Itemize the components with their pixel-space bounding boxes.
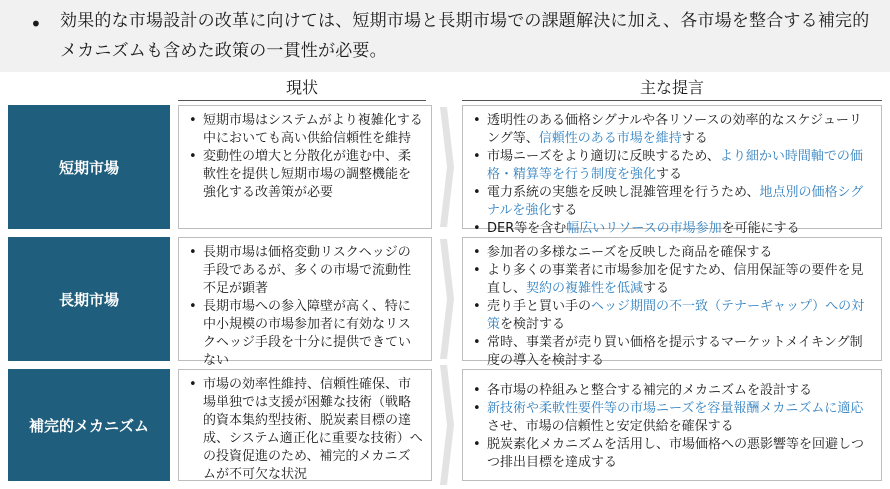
list-item: • 電力系統の実態を反映し混雑管理を行うため、地点別の価格シグナルを強化する <box>471 184 873 220</box>
proposals-cell-complementary-mechanism <box>462 369 882 481</box>
list-item: • 長期市場への参入障壁が高く、特に中小規模の市場参加者に有効なリスクヘッジ手段を十分に提供できていない <box>187 298 423 370</box>
list-item: • 透明性のある価格シグナルや各リソースの効率的なスケジューリング等、信頼性のある市場を維持する <box>471 112 873 148</box>
current-cell-long-term <box>178 237 432 368</box>
chevron-right-icon <box>440 239 454 359</box>
summary-text: 効果的な市場設計の改革に向けては、短期市場と長期市場での課題解決に加え、各市場を整合する補完的メカニズムも含めた政策の一貫性が必要。 <box>60 11 870 61</box>
list-item: • 変動性の増大と分散化が進む中、柔軟性を提供し短期市場の調整機能を強化する改善策が必要 <box>187 148 423 202</box>
list-item: • 市場の効率性維持、信頼性確保、市場単独では支援が困難な技術（戦略的資本集約型技術、脱炭素目標の達成、システム適正化に重要な技術）への投資促進のため、補完的メカニズムが不可欠な状況 <box>187 376 423 484</box>
list-item: • 短期市場はシステムがより複雑化する中においても高い供給信頼性を維持 <box>187 112 423 148</box>
summary-bullet: • <box>30 12 42 36</box>
list-item: • 長期市場は価格変動リスクヘッジの手段であるが、多くの市場で流動性不足が顕著 <box>187 244 423 298</box>
proposals-cell-long-term <box>462 237 882 368</box>
list-item: • 常時、事業者が売り買い価格を提示するマーケットメイキング制度の導入を検討する <box>471 334 873 370</box>
row-label-long-term: 長期市場 <box>8 237 170 361</box>
row-label-short-term: 短期市場 <box>8 105 170 229</box>
column-header-current: 現状 <box>178 76 426 101</box>
list-item: • 売り手と買い手のヘッジ期間の不一致（テナーギャップ）への対策を検討する <box>471 298 873 334</box>
list-item: • 市場ニーズをより適切に反映するため、より細かい時間軸での価格・精算等を行う制度を強化する <box>471 148 873 184</box>
list-item: • 新技術や柔軟性要件等の市場ニーズを容量報酬メカニズムに適応させ、市場の信頼性と安定供給を確保する <box>471 400 873 436</box>
current-cell-complementary-mechanism <box>178 369 432 481</box>
proposals-cell-short-term <box>462 105 882 236</box>
list-item: • 各市場の枠組みと整合する補完的メカニズムを設計する <box>471 382 873 400</box>
row-label-complementary-mechanism: 補完的メカニズム <box>8 369 170 481</box>
list-item: • DER等を含む幅広いリソースの市場参加を可能にする <box>471 220 873 238</box>
list-item: • より多くの事業者に市場参加を促すため、信用保証等の要件を見直し、契約の複雑性を低減する <box>471 262 873 298</box>
chevron-right-icon <box>440 365 454 485</box>
column-header-proposals: 主な提言 <box>462 76 882 101</box>
chevron-right-icon <box>440 107 454 227</box>
list-item: • 脱炭素化メカニズムを活用し、市場価格への悪影響等を回避しつつ排出目標を達成する <box>471 436 873 472</box>
current-cell-short-term <box>178 105 432 229</box>
list-item: • 参加者の多様なニーズを反映した商品を確保する <box>471 244 873 262</box>
summary-banner <box>0 0 890 72</box>
